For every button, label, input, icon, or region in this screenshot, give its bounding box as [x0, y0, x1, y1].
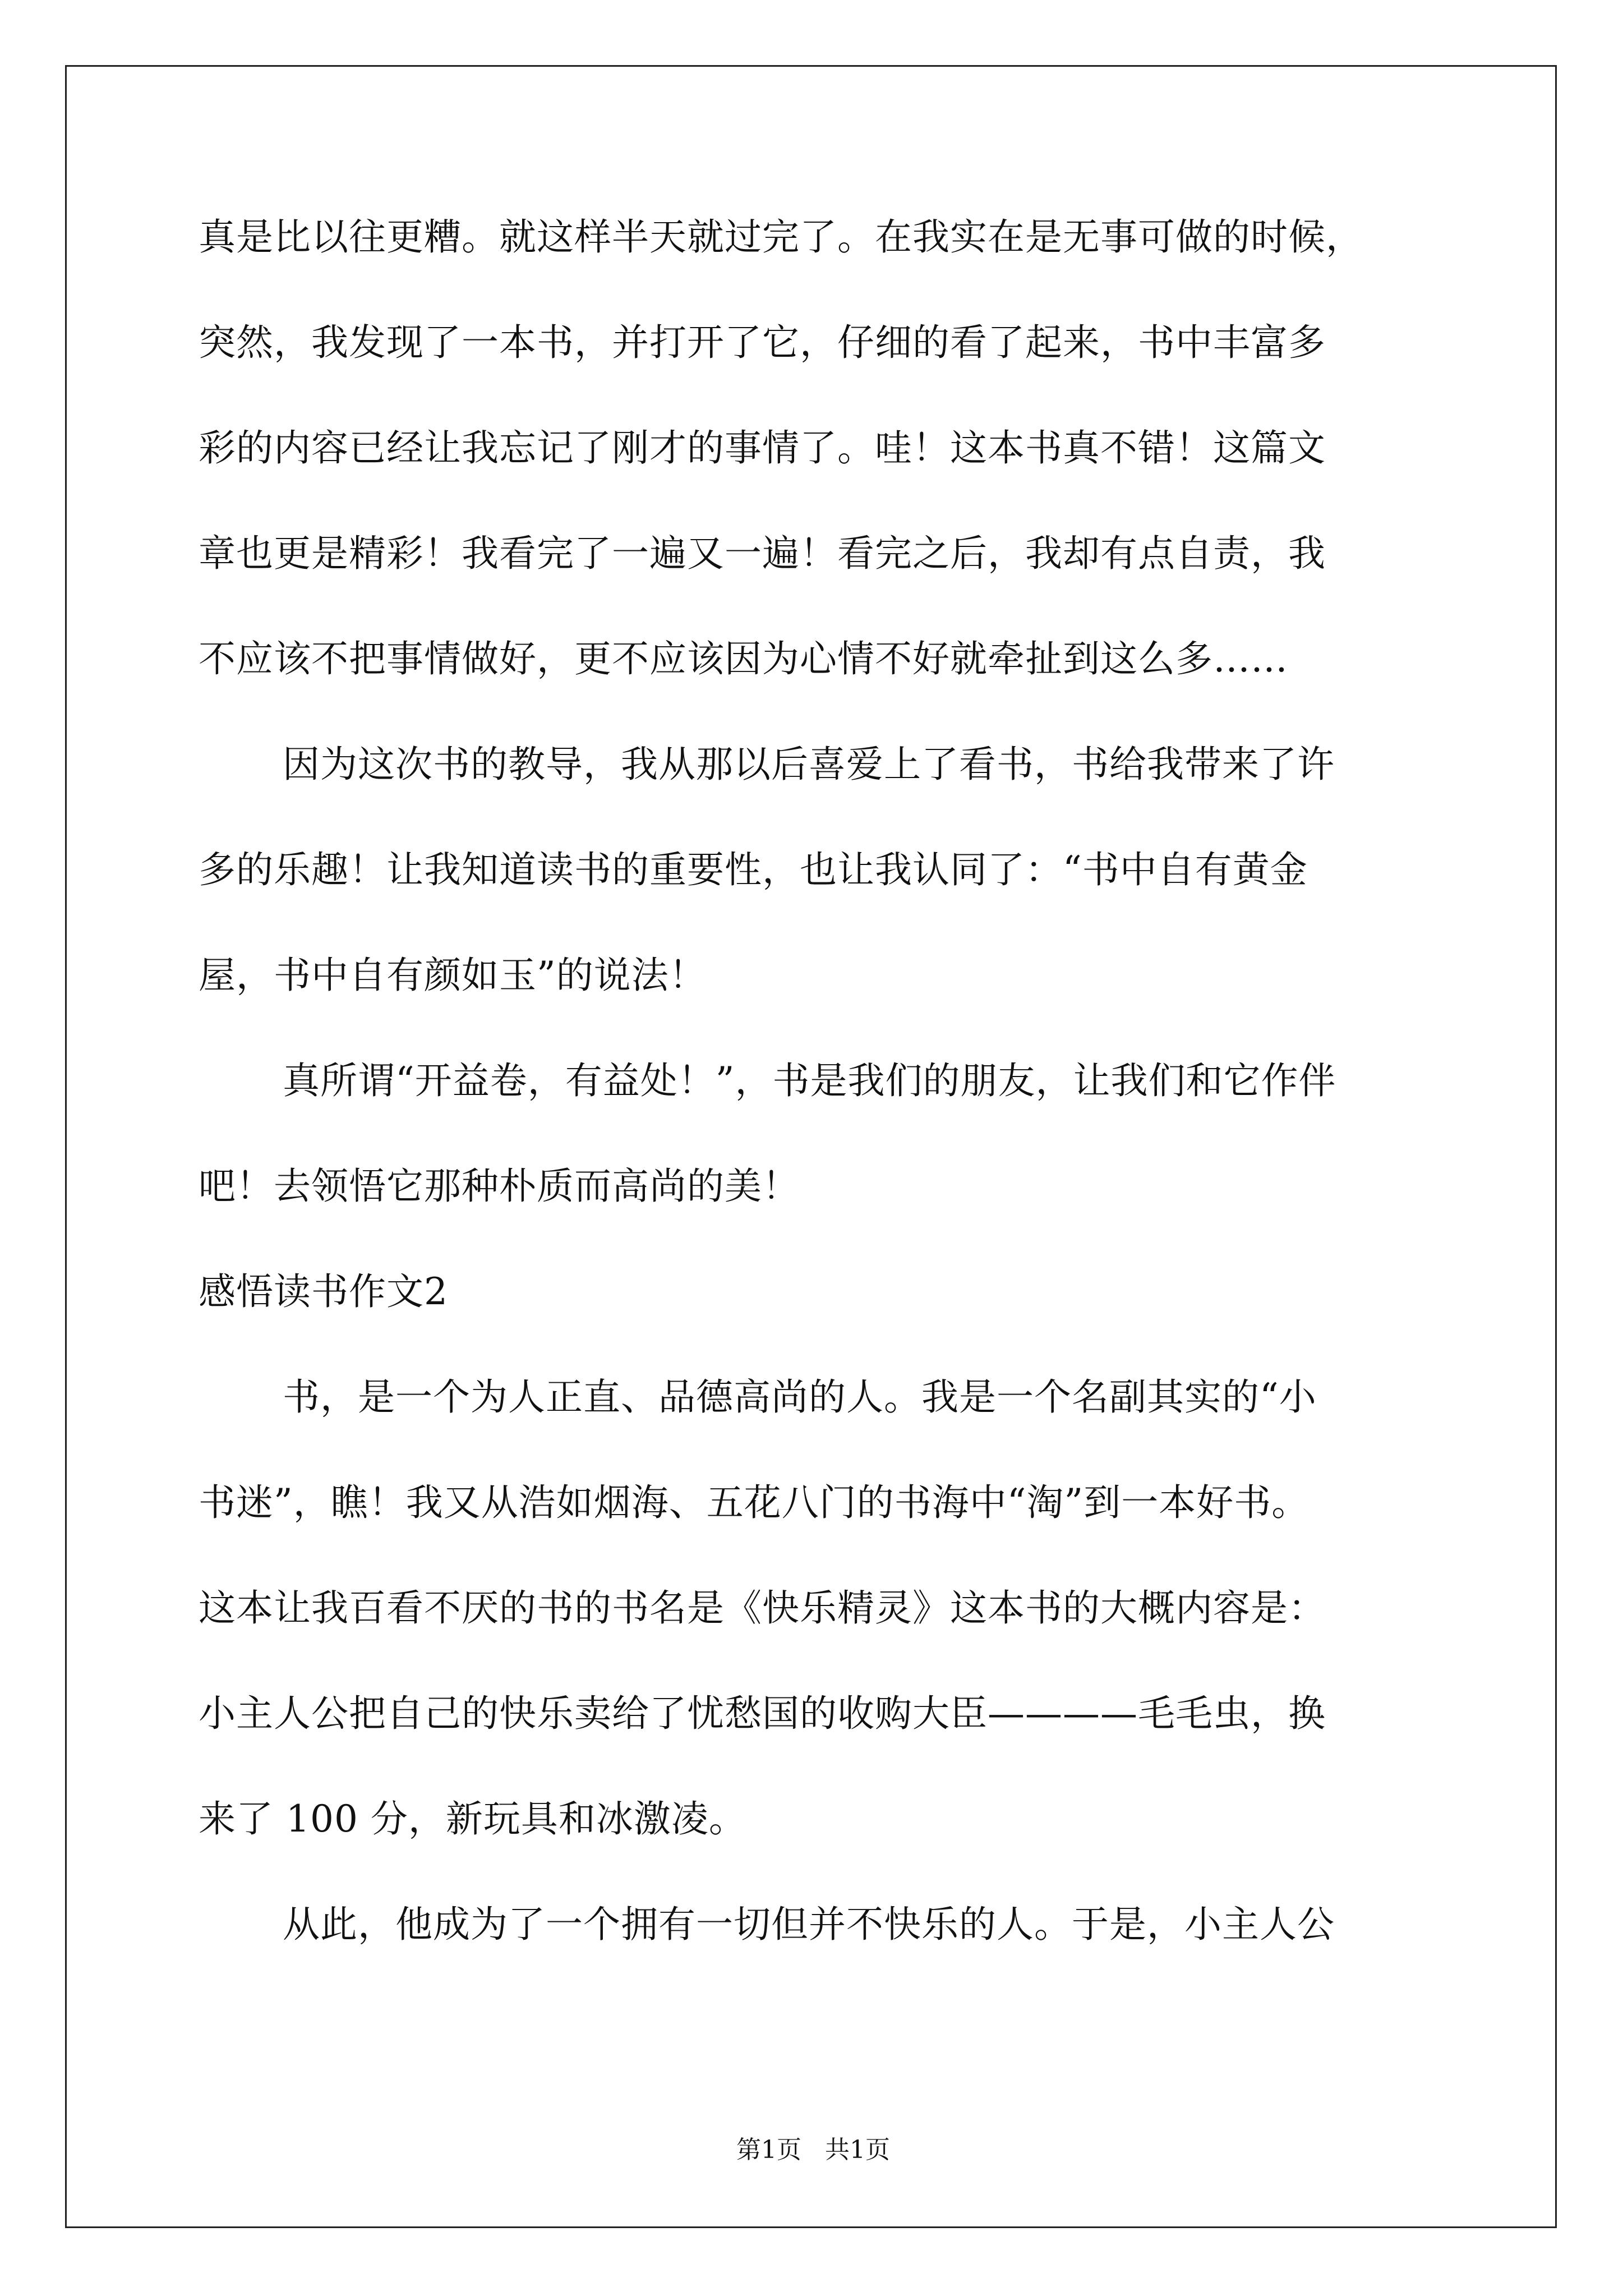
body-line-2: 突然，我发现了一本书，并打开了它，仔细的看了起来，书中丰富多 [199, 321, 1326, 364]
body-line-3: 彩的内容已经让我忘记了刚才的事情了。哇！这本书真不错！这篇文 [199, 426, 1326, 470]
section-heading: 感悟读书作文2 [199, 1270, 448, 1313]
page-footer: 第1页 共1页 [736, 2136, 890, 2164]
body-line-15: 小主人公把自己的快乐卖给了忧愁国的收购大臣————毛毛虫，换 [199, 1692, 1326, 1735]
body-line-16: 来了 100 分，新玩具和冰激凌。 [199, 1797, 746, 1841]
body-line-1: 真是比以往更糟。就这样半天就过完了。在我实在是无事可做的时候， [199, 215, 1363, 259]
body-line-17: 从此，他成为了一个拥有一切但并不快乐的人。于是，小主人公 [283, 1903, 1335, 1946]
body-line-12: 书，是一个为人正直、品德高尚的人。我是一个名副其实的“小 [283, 1375, 1317, 1419]
body-line-13: 书迷”，瞧！我又从浩如烟海、五花八门的书海中“淘”到一本好书。 [199, 1481, 1310, 1524]
body-line-10: 吧！去领悟它那种朴质而高尚的美！ [199, 1165, 800, 1208]
body-line-5: 不应该不把事情做好，更不应该因为心情不好就牵扯到这么多…… [199, 637, 1288, 680]
body-line-14: 这本让我百看不厌的书的书名是《快乐精灵》这本书的大概内容是： [199, 1586, 1326, 1630]
body-line-6: 因为这次书的教导，我从那以后喜爱上了看书，书给我带来了许 [283, 743, 1335, 786]
body-line-8: 屋，书中自有颜如玉”的说法！ [199, 954, 707, 997]
body-line-9: 真所谓“开益卷，有益处！”，书是我们的朋友，让我们和它作伴 [283, 1059, 1336, 1102]
body-line-4: 章也更是精彩！我看完了一遍又一遍！看完之后，我却有点自责，我 [199, 532, 1326, 575]
body-line-7: 多的乐趣！让我知道读书的重要性，也让我认同了：“书中自有黄金 [199, 848, 1308, 891]
